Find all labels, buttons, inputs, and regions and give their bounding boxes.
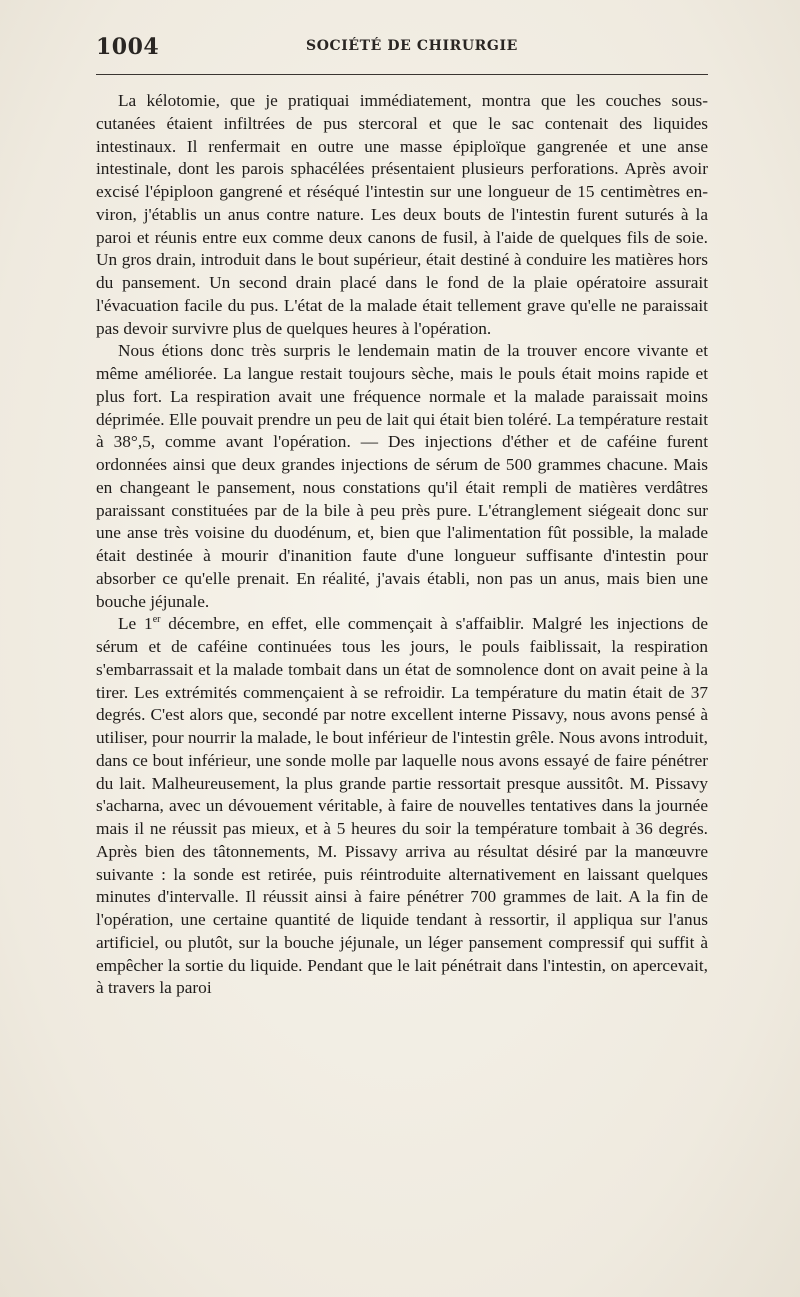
- header-rule: [96, 74, 708, 75]
- paragraph-1: [96, 90, 708, 340]
- body-text: [96, 90, 708, 1000]
- paragraph-3-lead: Le 1: [118, 614, 153, 634]
- ordinal-superscript: er: [152, 614, 161, 626]
- paragraph-3: [96, 613, 708, 1000]
- paragraph-2-text: Nous étions donc très surpris le lendemain matin de la trouver encore vivante et même améliorée. La langue restait toujours sèche, mais le pouls était moins rapide et plus fort. La respiration avait une fréquence normale et la malade paraissait moins déprimée. Elle pouvait prendre un peu de lait qui était bien toléré. La température restait à 38°,5, comme avant l'opération. — Des injections d'éther et de caféine furent ordonnées ainsi que deux grandes injections de sérum de 500 grammes chacune. Mais en changeant le pansement, nous constations qu'il était rempli de matières verdâtres paraissant constituées par de la bile à peu près pure. L'étranglement siégeait donc sur une anse très voisine du duodénum, et, bien que l'alimentation fût possible, la malade était destinée à mourir d'inanition faute d'une longueur suffisante d'intestin pour absorber ce qu'elle prenait. En réalité, j'avais établi, non pas un anus, mais bien une bouche jéjunale.: [96, 341, 708, 611]
- running-head: SOCIÉTÉ DE CHIRURGIE: [306, 38, 518, 54]
- page-number: 1004: [96, 34, 160, 60]
- paragraph-2: [96, 340, 708, 613]
- paragraph-1-text: La kélotomie, que je pratiquai immédiatement, montra que les couches sous-cutanées étaient infiltrées de pus stercoral et que le sac contenait des liquides intestinaux. Il renfermait en outre une masse épiploïque gangrenée et une anse intestinale, dont les parois sphacélées présentaient plusieurs perforations. Après avoir excisé l'épiploon gangrené et réséqué l'intestin sur une longueur de 15 centimètres environ, j'établis un anus contre nature. Les deux bouts de l'intestin furent suturés à la paroi et réunis entre eux comme deux canons de fusil, à l'aide de quelques fils de soie. Un gros drain, introduit dans le bout supérieur, était destiné à conduire les matières hors du pansement. Un second drain placé dans le fond de la plaie opératoire assurait l'évacuation facile du pus. L'état de la malade était tellement grave qu'elle ne paraissait pas devoir survivre plus de quelques heures à l'opération.: [96, 91, 708, 338]
- page-header: [96, 30, 708, 64]
- paragraph-3-text: décembre, en effet, elle commençait à s'affaiblir. Malgré les injections de sérum et de caféine continuées tous les jours, le pouls faiblissait, la respiration s'embarrassait et la malade tombait dans un état de somnolence dont on avait peine à la tirer. Les extrémités commençaient à se refroidir. La température du matin était de 37 degrés. C'est alors que, secondé par notre excellent interne Pissavy, nous avons pensé à utiliser, pour nourrir la malade, le bout inférieur de l'intestin grêle. Nous avons introduit, dans ce bout inférieur, une sonde molle par laquelle nous avons essayé de faire pénétrer du lait. Malheureusement, la plus grande partie ressortait presque aussitôt. M. Pissavy s'acharna, avec un dévouement véritable, à faire de nouvelles tentatives dans la journée mais il ne réussit pas mieux, et à 5 heures du soir la température tombait à 36 degrés. Après bien des tâtonnements, M. Pissavy arriva au résultat désiré par la manœuvre suivante : la sonde est retirée, puis réintroduite alternativement en laissant quelques minutes d'intervalle. Il réussit ainsi à faire pénétrer 700 grammes de lait. A la fin de l'opération, une certaine quantité de liquide tendant à ressortir, il appliqua sur l'anus artificiel, ou plutôt, sur la bouche jéjunale, un léger pansement compressif qui suffit à empêcher la sortie du liquide. Pendant que le lait pénétrait dans l'intestin, on apercevait, à travers la paroi: [96, 614, 709, 998]
